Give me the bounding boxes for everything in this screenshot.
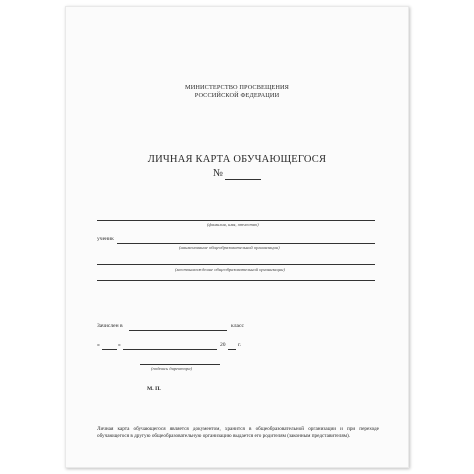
document-sheet [65, 6, 409, 468]
date-quote-open: « [97, 342, 100, 348]
date-year-suffix: г. [238, 342, 242, 348]
school-name-hint: (наименование общеобразовательной организации) [179, 245, 280, 250]
ministry-line-1: МИНИСТЕРСТВО ПРОСВЕЩЕНИЯ [185, 84, 289, 91]
enrolled-class-line [129, 330, 227, 331]
ministry-line-2: РОССИЙСКОЙ ФЕДЕРАЦИИ [194, 92, 280, 99]
school-location-line [97, 280, 375, 281]
school-name-line [117, 243, 375, 244]
director-signature-line [140, 364, 220, 365]
full-name-hint: (фамилия, имя, отчество) [207, 222, 259, 227]
enrolled-label: Зачислен в [97, 323, 123, 329]
full-name-line [97, 220, 375, 221]
class-label: класс [231, 323, 244, 329]
footer-note: Личная карта обучающегося является документом, хранится в общеобразовательной организации и при переходе обучающегося в другую общеобразовательную организацию выдается его родителям (законным представителям). [97, 426, 379, 439]
stamp-place-label: М. П. [147, 386, 161, 392]
date-year-prefix: 20 [220, 342, 226, 348]
school-name-continuation-line [97, 264, 375, 265]
school-location-hint: (местонахождение общеобразовательной организации) [175, 267, 285, 272]
date-day-line [102, 349, 117, 350]
number-blank-line [225, 179, 261, 180]
document-title: ЛИЧНАЯ КАРТА ОБУЧАЮЩЕГОСЯ [147, 154, 327, 165]
number-prefix: № [213, 168, 224, 179]
date-year-line [228, 349, 236, 350]
director-signature-hint: (подпись директора) [151, 366, 193, 371]
student-label: ученик [97, 236, 114, 242]
date-quote-close: » [118, 342, 121, 348]
date-month-line [123, 349, 217, 350]
